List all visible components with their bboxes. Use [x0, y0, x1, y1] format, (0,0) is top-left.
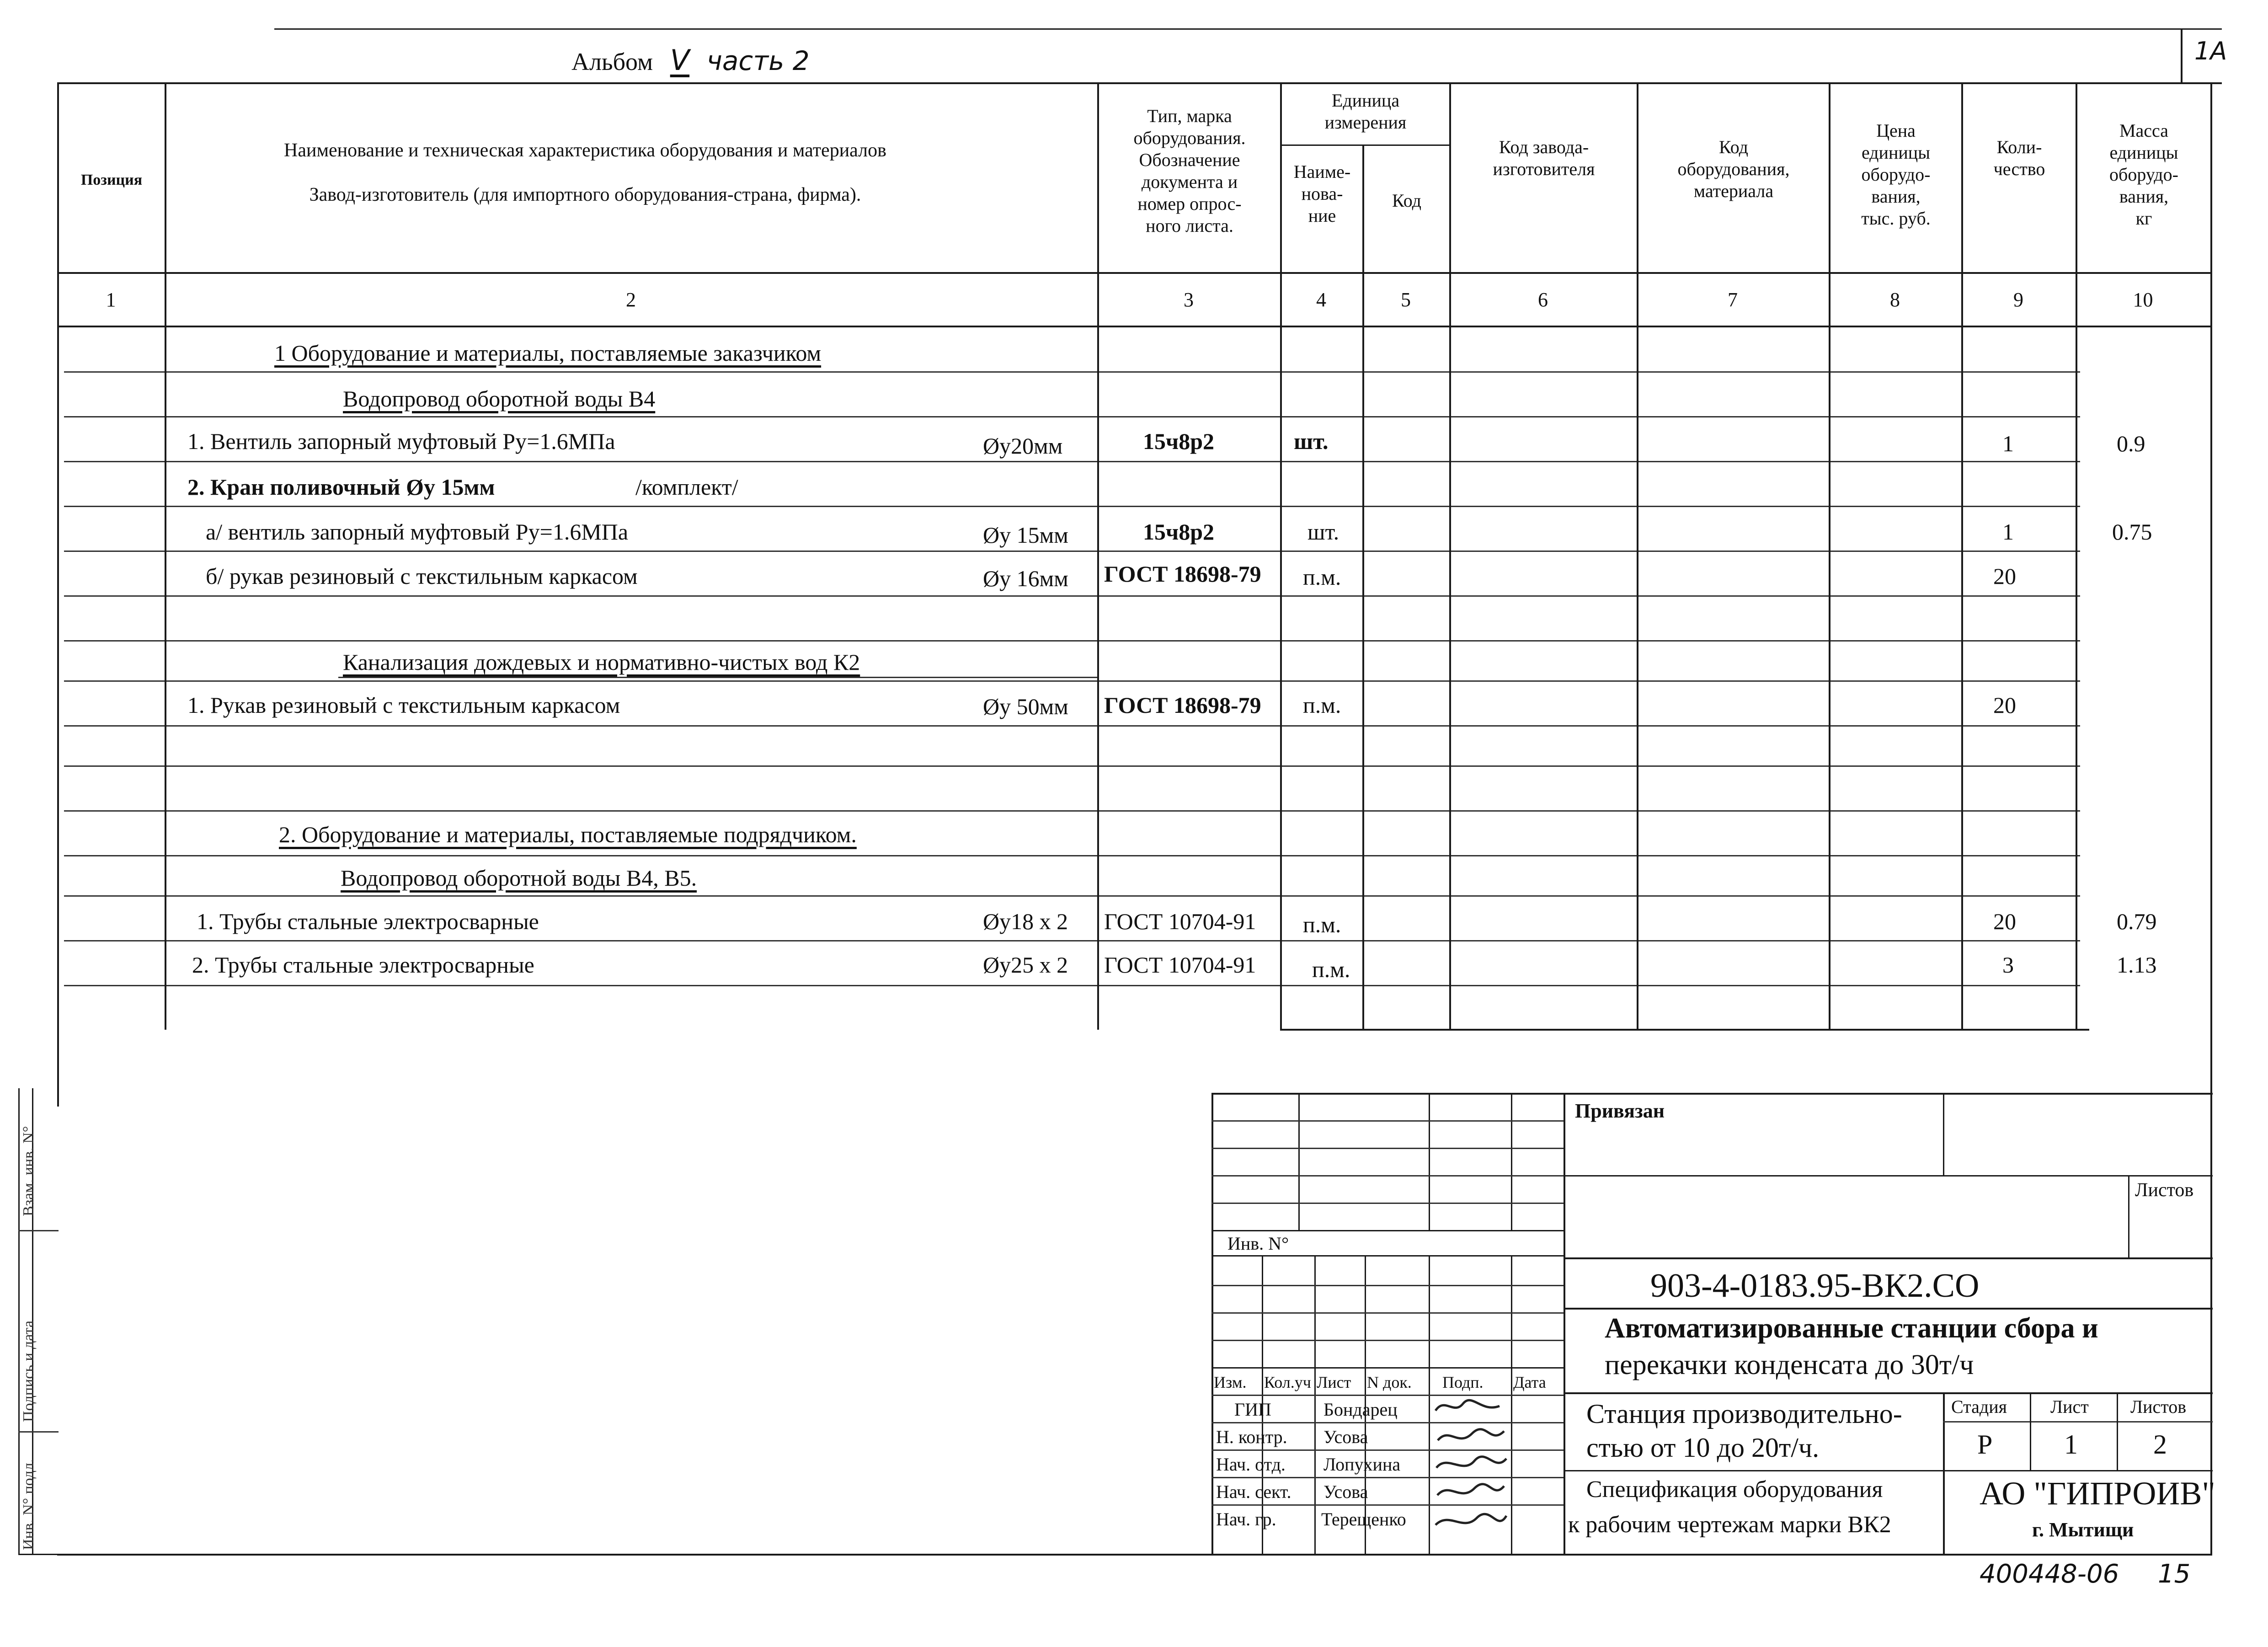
col-unit-name-l3: ние	[1308, 205, 1336, 226]
col-price-header	[1830, 120, 1961, 230]
col-equipment-code-header	[1638, 136, 1829, 202]
col-unit-code-header: Код	[1392, 190, 1421, 211]
station-line-1: Станция производительно-	[1586, 1399, 1902, 1429]
col-quantity-l1: Коли-	[1996, 137, 2042, 157]
row4-mass: 0.79	[2117, 909, 2157, 934]
page-number: 15	[2158, 1559, 2191, 1589]
col-number-5: 5	[1401, 289, 1411, 311]
col-factory-code-l1: Код завода-	[1499, 137, 1589, 157]
organization-city: г. Мытищи	[2032, 1519, 2134, 1541]
head-kol-uch: Кол.уч	[1264, 1373, 1311, 1391]
row1-unit: шт.	[1294, 428, 1329, 454]
row2a-type: 15ч8р2	[1143, 519, 1215, 545]
row5-type: ГОСТ 10704-91	[1104, 952, 1256, 978]
col-number-8: 8	[1890, 289, 1900, 311]
row2b-unit: п.м.	[1303, 564, 1341, 590]
row3-name: 1. Рукав резиновый с текстильным каркасом	[187, 692, 620, 718]
col-position-header: Позиция	[80, 171, 143, 188]
col-number-6: 6	[1538, 289, 1548, 311]
col-type-header-l5: номер опрос-	[1137, 193, 1242, 214]
row5-qty: 3	[2002, 952, 2014, 978]
row5-name: 2. Трубы стальные электросварные	[192, 952, 534, 978]
col-type-header-l6: ного листа.	[1146, 215, 1233, 236]
row5-mass: 1.13	[2117, 952, 2157, 978]
col-mass-l1: Масса	[2119, 120, 2169, 141]
row3-dim: Øу 50мм	[983, 694, 1068, 719]
name-nach-gr: Терещенко	[1321, 1509, 1406, 1529]
section-contractor: 2. Оборудование и материалы, поставляемые подрядчиком.	[279, 822, 857, 847]
col-equipment-code-l1: Код	[1719, 137, 1748, 157]
row2b-name: б/ рукав резиновый с текстильным каркасом	[206, 563, 638, 589]
role-n-kontr: Н. контр.	[1216, 1427, 1287, 1447]
head-data: Дата	[1513, 1373, 1546, 1391]
document-code: 903-4-0183.95-ВК2.СО	[1650, 1267, 1980, 1305]
row2b-type: ГОСТ 18698-79	[1104, 561, 1261, 587]
head-izm: Изм.	[1214, 1373, 1247, 1391]
col-price-l4: вания,	[1871, 186, 1921, 207]
col-type-header-l2: оборудования.	[1133, 128, 1246, 148]
row4-type: ГОСТ 10704-91	[1104, 909, 1256, 934]
row2a-qty: 1	[2002, 519, 2014, 545]
role-nach-gr: Нач. гр.	[1216, 1509, 1276, 1529]
organization: АО "ГИПРОИВ"	[1980, 1475, 2215, 1512]
col-number-2: 2	[626, 289, 636, 311]
list-label: Лист	[2050, 1396, 2089, 1417]
spec-line-1: Спецификация оборудования	[1586, 1476, 1883, 1503]
row1-dim: Øу20мм	[983, 433, 1063, 459]
row5-dim: Øу25 х 2	[983, 952, 1068, 978]
listov-top-label: Листов	[2135, 1180, 2194, 1201]
stadiya-label: Стадия	[1951, 1396, 2007, 1417]
row2b-qty: 20	[1993, 563, 2016, 589]
row3-type: ГОСТ 18698-79	[1104, 692, 1261, 718]
col-price-l2: единицы	[1861, 142, 1931, 163]
col-price-l3: оборудо-	[1861, 164, 1931, 185]
col-equipment-code-l3: материала	[1693, 181, 1774, 201]
col-quantity-l2: чество	[1993, 159, 2045, 179]
col-name-header-2: Завод-изготовитель (для импортного оборудования-страна, фирма).	[309, 184, 861, 205]
project-title-1: Автоматизированные станции сбора и	[1605, 1313, 2098, 1344]
signatures	[1431, 1395, 1511, 1550]
name-nach-sekt: Усова	[1323, 1481, 1368, 1502]
archive-number: 400448-06	[1980, 1559, 2119, 1589]
unit-group-header	[1282, 90, 1449, 134]
col-type-header-l1: Тип, марка	[1147, 106, 1232, 126]
col-type-header-l3: Обозначение	[1139, 150, 1240, 170]
col-factory-code-header	[1451, 136, 1637, 180]
head-podp: Подп.	[1442, 1373, 1484, 1391]
row2-name: 2. Кран поливочный Øу 15мм	[187, 474, 495, 500]
unit-group-header-l2: измерения	[1324, 112, 1407, 133]
col-factory-code-l2: изготовителя	[1493, 159, 1595, 179]
row4-name: 1. Трубы стальные электросварные	[197, 909, 539, 934]
col-type-header	[1099, 105, 1280, 237]
name-nach-otd: Лопухина	[1323, 1454, 1401, 1475]
subsection-water-b4: Водопровод оборотной воды В4	[343, 386, 656, 412]
row5-unit: п.м.	[1312, 957, 1350, 982]
col-number-4: 4	[1316, 289, 1326, 311]
list-value: 1	[2064, 1429, 2078, 1460]
row2a-name: а/ вентиль запорный муфтовый Ру=1.6МПа	[206, 519, 629, 545]
stadiya-value: Р	[1977, 1429, 1993, 1460]
listov-value: 2	[2153, 1429, 2167, 1460]
col-mass-l2: единицы	[2109, 142, 2178, 163]
row1-type: 15ч8р2	[1143, 428, 1215, 454]
col-number-10: 10	[2133, 289, 2153, 311]
role-nach-otd: Нач. отд.	[1216, 1454, 1286, 1475]
row1-mass: 0.9	[2117, 431, 2145, 456]
name-n-kontr: Усова	[1323, 1427, 1368, 1447]
col-number-9: 9	[2013, 289, 2023, 311]
col-mass-header	[2077, 120, 2210, 230]
section-customer: 1 Оборудование и материалы, поставляемые заказчиком	[274, 340, 822, 366]
subsection-water-b4-b5: Водопровод оборотной воды В4, В5.	[341, 865, 697, 891]
listov-label: Листов	[2130, 1396, 2187, 1417]
head-ndok: N док.	[1367, 1373, 1412, 1391]
side-stamp-signature-date: Подпись и дата	[20, 1321, 37, 1422]
row2a-dim: Øу 15мм	[983, 522, 1068, 548]
station-line-2: стью от 10 до 20т/ч.	[1586, 1433, 1820, 1463]
side-stamp-replace: Взам. инв. N°	[20, 1126, 37, 1216]
row2a-unit: шт.	[1307, 519, 1339, 545]
col-mass-l3: оборудо-	[2109, 164, 2178, 185]
subsection-sewer-k2: Канализация дождевых и нормативно-чистых вод К2	[343, 649, 860, 675]
col-mass-l5: кг	[2135, 208, 2152, 229]
album-number: V	[670, 43, 690, 77]
album-word: Альбом	[571, 48, 653, 75]
col-number-3: 3	[1184, 289, 1194, 311]
spec-line-2: к рабочим чертежам марки ВК2	[1568, 1512, 1891, 1538]
row4-dim: Øу18 х 2	[983, 909, 1068, 934]
row3-unit: п.м.	[1303, 692, 1341, 718]
col-name-header-1: Наименование и техническая характеристика оборудования и материалов	[284, 140, 886, 161]
col-number-7: 7	[1728, 289, 1738, 311]
col-price-l5: тыс. руб.	[1861, 208, 1931, 229]
name-gip: Бондарец	[1323, 1399, 1398, 1420]
head-list: Лист	[1317, 1373, 1351, 1391]
col-price-l1: Цена	[1876, 120, 1916, 141]
col-unit-name-header	[1282, 161, 1362, 227]
corner-sheet-number: 1А	[2194, 37, 2227, 65]
col-type-header-l4: документа и	[1141, 171, 1238, 192]
role-nach-sekt: Нач. сект.	[1216, 1481, 1291, 1502]
row1-name: 1. Вентиль запорный муфтовый Ру=1.6МПа	[187, 428, 615, 454]
col-unit-name-l1: Наиме-	[1293, 161, 1351, 182]
row2a-mass: 0.75	[2112, 519, 2152, 545]
row4-unit: п.м.	[1303, 912, 1341, 937]
inv-label: Инв. N°	[1227, 1233, 1289, 1254]
row2-note: /комплект/	[635, 474, 738, 500]
album-label	[571, 43, 810, 77]
col-number-1: 1	[106, 289, 116, 311]
row3-qty: 20	[1993, 692, 2016, 718]
row1-qty: 1	[2002, 431, 2014, 456]
col-mass-l4: вания,	[2119, 186, 2169, 207]
col-unit-name-l2: нова-	[1301, 183, 1343, 204]
unit-group-header-l1: Единица	[1331, 90, 1400, 111]
side-stamp-original: Инв. N° подл.	[20, 1459, 37, 1550]
album-part: часть 2	[706, 45, 810, 76]
privyazan-label: Привязан	[1575, 1100, 1665, 1122]
role-gip: ГИП	[1234, 1399, 1271, 1420]
row4-qty: 20	[1993, 909, 2016, 934]
project-title-2: перекачки конденсата до 30т/ч	[1605, 1349, 1974, 1380]
col-quantity-header	[1963, 136, 2076, 180]
row2b-dim: Øу 16мм	[983, 566, 1068, 591]
col-equipment-code-l2: оборудования,	[1677, 159, 1790, 179]
